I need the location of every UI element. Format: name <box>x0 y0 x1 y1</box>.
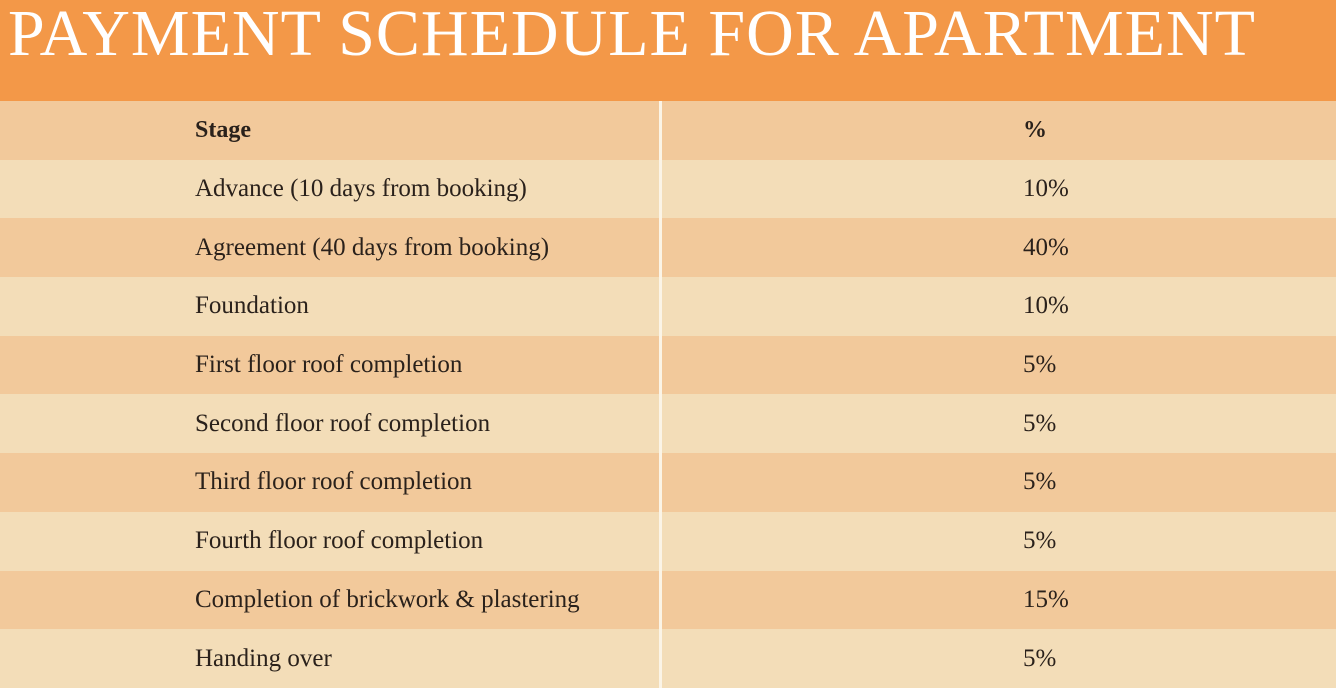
percent-cell: 40% <box>1023 233 1069 261</box>
table-row <box>0 394 1336 453</box>
table-row <box>0 160 1336 219</box>
table-header-row <box>0 101 1336 160</box>
column-divider <box>659 101 662 688</box>
table-row <box>0 453 1336 512</box>
percent-cell: 5% <box>1023 468 1057 496</box>
title-bar <box>0 0 1336 101</box>
stage-cell: Third floor roof completion <box>195 468 473 496</box>
header-stage: Stage <box>195 116 251 143</box>
stage-cell: Foundation <box>195 292 309 320</box>
stage-cell: Second floor roof completion <box>195 409 491 437</box>
stage-cell: Agreement (40 days from booking) <box>195 233 550 261</box>
percent-cell: 5% <box>1023 644 1057 672</box>
stage-cell: Completion of brickwork & plastering <box>195 585 580 613</box>
page-title: PAYMENT SCHEDULE FOR APARTMENT <box>8 0 1256 70</box>
percent-cell: 5% <box>1023 409 1057 437</box>
percent-cell: 15% <box>1023 585 1069 613</box>
stage-cell: Advance (10 days from booking) <box>195 175 527 203</box>
stage-cell: First floor roof completion <box>195 351 463 379</box>
table-row <box>0 629 1336 688</box>
percent-cell: 10% <box>1023 292 1069 320</box>
table-row <box>0 277 1336 336</box>
percent-cell: 5% <box>1023 351 1057 379</box>
percent-cell: 5% <box>1023 527 1057 555</box>
table-row <box>0 512 1336 571</box>
stage-cell: Fourth floor roof completion <box>195 527 484 555</box>
stage-cell: Handing over <box>195 644 332 672</box>
percent-cell: 10% <box>1023 175 1069 203</box>
payment-schedule-table <box>0 101 1336 688</box>
header-percent: % <box>1023 116 1047 143</box>
table-row <box>0 218 1336 277</box>
table-row <box>0 336 1336 395</box>
table-row <box>0 571 1336 630</box>
